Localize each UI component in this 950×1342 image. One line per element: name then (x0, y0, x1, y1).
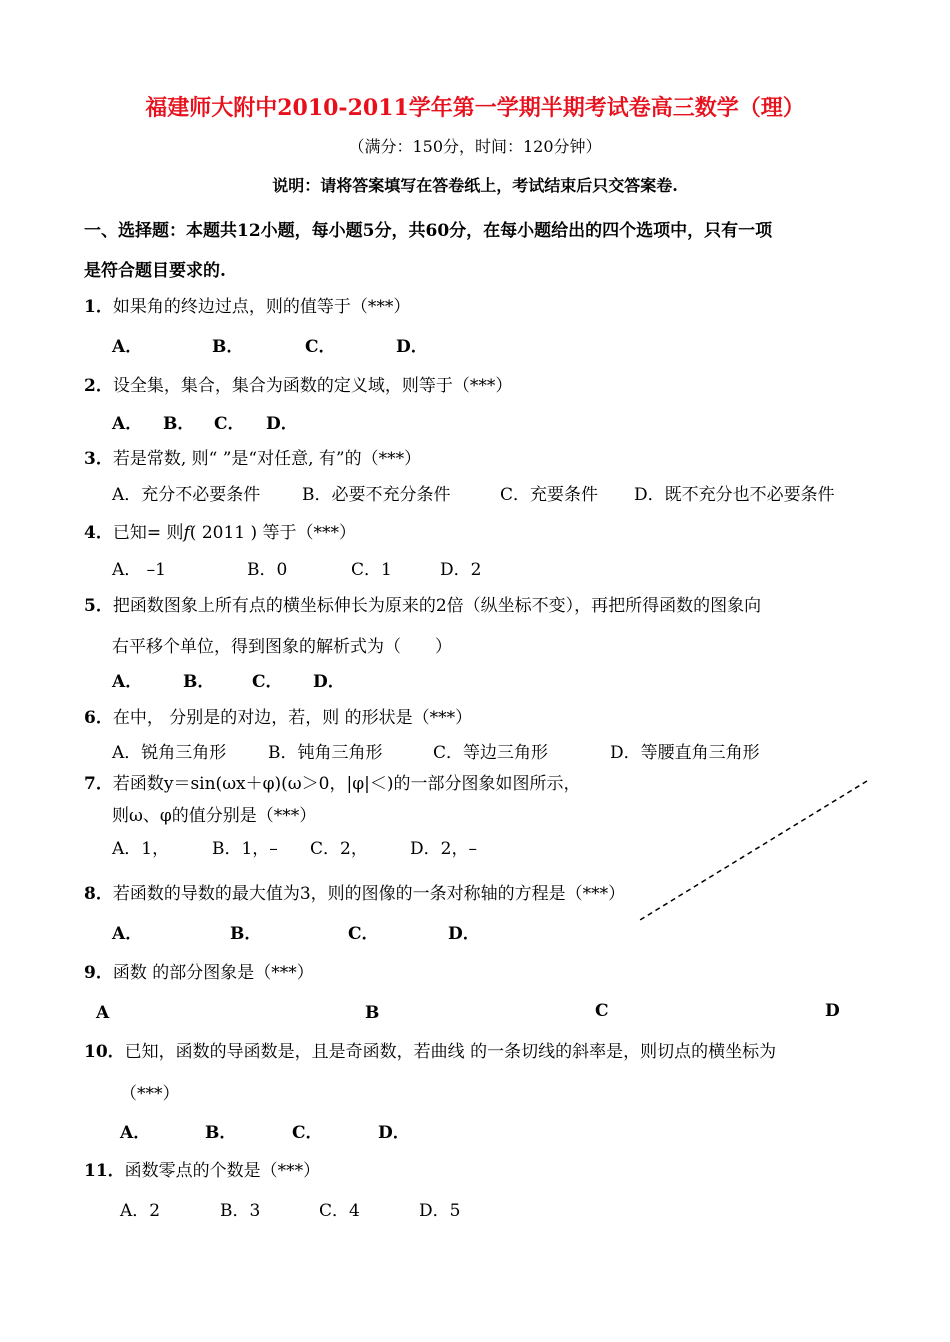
question-10-option-c: C． (292, 1123, 323, 1143)
section-heading-line1: 一、选择题：本题共12小题，每小题5分，共60分，在每小题给出的四个选项中，只有一项 (84, 221, 773, 241)
question-4-option-a: A． –1 (112, 560, 166, 580)
question-text: 若是常数, 则“ ”是“对任意, 有”的（***） (112, 449, 422, 469)
question-number: 7． (84, 774, 113, 794)
question-text: 若函数y＝sin(ωx＋φ)(ω＞0，|φ|＜)的一部分图象如图所示， (112, 774, 581, 794)
question-5-option-d: D． (313, 672, 345, 692)
question-3-option-b: B．必要不充分条件 (302, 485, 451, 505)
question-number: 11． (84, 1161, 125, 1181)
question-8-option-b: B． (230, 924, 262, 944)
question-9-option-b: B (365, 1003, 380, 1023)
question-10-option-b: B． (205, 1123, 237, 1143)
question-3-option-c: C．充要条件 (500, 485, 599, 505)
question-7-continued: 则ω、φ的值分别是（***） (112, 806, 317, 826)
question-11-option-b: B．3 (220, 1201, 261, 1221)
question-9-option-c: C (595, 1001, 609, 1021)
question-8-option-d: D． (448, 924, 480, 944)
question-5-option-b: B． (183, 672, 215, 692)
question-number: 8． (84, 884, 113, 904)
instruction-note: 说明：请将答案填写在答卷纸上，考试结束后只交答案卷. (272, 176, 678, 195)
question-8 (84, 879, 625, 904)
question-7-option-d: D．2，– (410, 839, 477, 859)
question-4-option-c: C．1 (351, 560, 392, 580)
question-5-continued: 右平移个单位，得到图象的解析式为（ ） (112, 637, 452, 657)
question-11-option-a: A．2 (120, 1201, 161, 1221)
question-text: 把函数图象上所有点的横坐标伸长为原来的2倍（纵坐标不变），再把所得函数的图象向 (112, 596, 762, 616)
question-text-tail: ( 2011 ) 等于（***） (189, 523, 357, 543)
question-7-option-c: C．2， (310, 839, 368, 859)
question-10-option-d: D． (378, 1123, 410, 1143)
question-2-option-a: A． (112, 414, 143, 434)
question-1-option-a: A． (112, 337, 143, 357)
question-text: 设全集，集合，集合为函数的定义域，则等于（***） (112, 376, 513, 396)
question-number: 3． (84, 449, 113, 469)
question-2-option-c: C． (214, 414, 245, 434)
question-11-option-c: C．4 (319, 1201, 360, 1221)
exam-info: （满分：150分，时间：120分钟） (348, 137, 602, 156)
page-title: 福建师大附中2010-2011学年第一学期半期考试卷高三数学（理） (145, 95, 805, 121)
question-2-option-d: D． (266, 414, 298, 434)
question-6-option-b: B．钝角三角形 (268, 743, 383, 763)
question-9-option-d: D (825, 1001, 840, 1021)
question-7-option-b: B．1，– (212, 839, 278, 859)
question-1-option-d: D． (396, 337, 428, 357)
question-11-option-d: D．5 (419, 1201, 461, 1221)
question-number: 10． (84, 1042, 125, 1062)
question-6-option-a: A．锐角三角形 (112, 743, 227, 763)
question-number: 2． (84, 376, 113, 396)
question-text: 已知= 则 (112, 523, 184, 543)
question-text: 如果角的终边过点，则的值等于（***） (112, 297, 411, 317)
question-3-option-d: D．既不充分也不必要条件 (634, 485, 835, 505)
question-8-option-c: C． (348, 924, 379, 944)
question-number: 1． (84, 297, 113, 317)
question-4-option-d: D．2 (440, 560, 482, 580)
function-f: f (183, 523, 190, 543)
question-number: 6． (84, 708, 113, 728)
question-1-option-b: B． (212, 337, 244, 357)
question-number: 4． (84, 523, 113, 543)
question-6-option-d: D．等腰直角三角形 (610, 743, 760, 763)
question-11 (84, 1156, 320, 1181)
question-3-option-a: A．充分不必要条件 (112, 485, 261, 505)
question-2-option-b: B． (163, 414, 195, 434)
section-heading-line2: 是符合题目要求的. (84, 261, 226, 281)
question-9-option-a: A (96, 1003, 110, 1023)
question-5-option-c: C． (252, 672, 283, 692)
question-5-option-a: A． (112, 672, 143, 692)
question-7-option-a: A．1， (112, 839, 170, 859)
question-10-continued: （***） (120, 1084, 180, 1104)
question-text: 函数 的部分图象是（***） (112, 963, 314, 983)
question-text: 若函数的导数的最大值为3，则的图像的一条对称轴的方程是（***） (112, 884, 626, 904)
question-text: 在中， 分别是的对边，若，则 的形状是（***） (112, 708, 473, 728)
question-text: 函数零点的个数是（***） (124, 1161, 321, 1181)
question-number: 5． (84, 596, 113, 616)
question-number: 9． (84, 963, 113, 983)
question-1-option-c: C． (305, 337, 336, 357)
question-10-option-a: A． (120, 1123, 151, 1143)
question-6-option-c: C．等边三角形 (433, 743, 549, 763)
question-4-option-b: B．0 (247, 560, 288, 580)
question-text: 已知，函数的导函数是，且是奇函数，若曲线 的一条切线的斜率是，则切点的横坐标为 (124, 1042, 777, 1062)
question-8-option-a: A． (112, 924, 143, 944)
question-9 (84, 958, 314, 983)
question-10 (84, 1037, 776, 1062)
